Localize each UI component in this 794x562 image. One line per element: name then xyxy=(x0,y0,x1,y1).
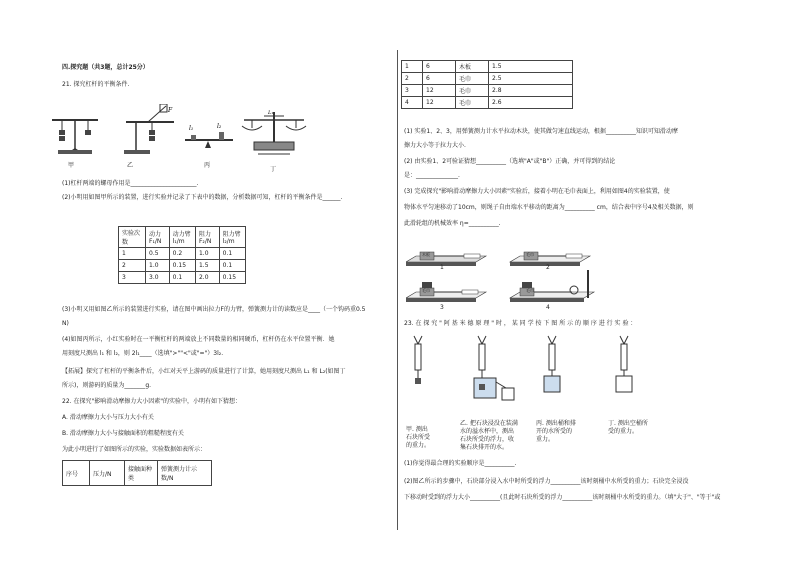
section-heading: 四.探究题（共3题，总计25分） xyxy=(62,64,149,71)
q22-hypothesis-a: A. 滑动摩擦力大小与压力大小有关 xyxy=(62,414,154,421)
friction-experiment-figures xyxy=(406,240,606,306)
table-cell: 2.8 xyxy=(489,85,573,97)
q22-part1a: (1) 实验1、2、3，用弹簧测力计水平拉动木块，使其做匀速直线运动，根据__________知识可知滑动摩 xyxy=(404,128,678,135)
friction-fig-num-3: 3 xyxy=(440,304,444,311)
table-cell: 12 xyxy=(423,85,456,97)
table-cell: 1.5 xyxy=(195,260,219,272)
q22-table-rows xyxy=(401,60,573,109)
table-cell: 1.0 xyxy=(195,248,219,260)
table-cell: 毛巾 xyxy=(456,97,489,109)
q23-part2b: 下移动时受到的浮力大小__________(且此时石块所受的浮力__________该时刻桶中水所受的重力。（填"大于"、"等于"或 xyxy=(404,494,721,501)
q21-ext-a: 【拓展】探究了杠杆的平衡条件后，小红对天平上游码的质量进行了计算，她用刻度尺测出 L₁ 和 L₂(如图丁 xyxy=(62,368,346,375)
fig-label-yi: 乙 xyxy=(127,162,134,169)
table-row xyxy=(402,61,573,73)
caption-line: 丁. 测出空桶所 xyxy=(608,420,648,427)
balance-figure-ding xyxy=(238,106,310,156)
table-cell: 0.15 xyxy=(219,272,245,284)
friction-fig-num-1: 1 xyxy=(440,264,444,271)
caption-ding xyxy=(608,420,648,436)
surface-label-3: 毛巾 xyxy=(422,288,430,293)
q22-part3a: (3) 完成探究"影响滑动摩擦力大小因素"实验后，接着小明在毛巾表面上，利用如图4的实验装置，使 xyxy=(404,188,670,195)
table-cell: 0.1 xyxy=(219,260,245,272)
surface-label-1: 木板 xyxy=(422,252,430,257)
q23-title: 23. 在 探 究 " 阿 基 米 德 原 理 " 时 ， 某 同 学 按 下 图 所 示 的 顺 序 进 行 实 验 ： xyxy=(404,320,637,327)
q22-part2b: 是：______________. xyxy=(404,172,460,179)
q22-intro: 为此小明进行了如图所示的实验，实验数据如表所示： xyxy=(62,446,207,453)
table-cell: 2 xyxy=(119,260,146,272)
lever-figure-yi xyxy=(122,104,182,158)
q21-line1: (1)杠杆两端的螺母作用是______________________. xyxy=(62,180,199,187)
table-cell: 1.0 xyxy=(146,260,170,272)
archimedes-experiment-figures xyxy=(406,334,656,420)
caption-line: 石块所受的浮力，收 xyxy=(460,436,515,443)
table-cell: 0.1 xyxy=(219,248,245,260)
q22-part3b: 物体水平匀速移动了10cm，则绳子自由端水平移动的距离为__________ cm，结合表中序号4及相关数据，则 xyxy=(404,204,694,211)
caption-line: 集石块排开的水。 xyxy=(460,444,509,451)
table-header: 阻力臂l₂/m xyxy=(219,227,245,248)
caption-line: 受的重力。 xyxy=(608,428,639,435)
friction-fig-num-4: 4 xyxy=(546,304,550,311)
svg-text:l₁: l₁ xyxy=(189,125,194,132)
q21-line4b: 用刻度尺测出 l₁ 和 l₂，则 2l₁____（选填">""<"或"="）3l₂. xyxy=(62,350,224,357)
table-cell: 1 xyxy=(119,248,146,260)
friction-fig-num-2: 2 xyxy=(546,264,550,271)
q22-part1b: 擦力大小等于拉力大小. xyxy=(404,142,466,149)
table-cell: 6 xyxy=(423,73,456,85)
q22-title: 22. 在探究"影响滑动摩擦力大小因素"的实验中，小明有如下猜想： xyxy=(62,398,241,405)
table-cell: 0.1 xyxy=(169,272,195,284)
table-cell: 毛巾 xyxy=(456,85,489,97)
q21-ext-b: 所示)，则游码的质量为_______g. xyxy=(62,382,152,389)
caption-yi xyxy=(460,420,518,452)
table-cell: 2 xyxy=(402,73,423,85)
table-header: 接触面种类 xyxy=(125,461,158,486)
caption-line: 甲. 测出 xyxy=(406,426,428,433)
table-cell: 3 xyxy=(119,272,146,284)
table-row xyxy=(119,272,246,284)
table-cell: 2.6 xyxy=(489,97,573,109)
table-cell: 0.15 xyxy=(169,260,195,272)
caption-line: 乙. 把石块浸没在装满 xyxy=(460,420,518,427)
svg-text:F: F xyxy=(168,107,173,114)
table-header: 动力臂l₁/m xyxy=(169,227,195,248)
table-header: 动力F₁/N xyxy=(146,227,170,248)
table-row xyxy=(119,248,246,260)
q22-part3c: 此滑轮组的机械效率 η=__________. xyxy=(404,220,501,227)
table-cell: 12 xyxy=(423,97,456,109)
table-header: 阻力F₂/N xyxy=(195,227,219,248)
table-row xyxy=(402,73,573,85)
q22-part2: (2) 由实验1、2可验证猜想__________（选填"A"或"B"）正确，并可得到的结论 xyxy=(404,158,616,165)
fig-label-jia: 甲 xyxy=(68,162,75,169)
caption-jia xyxy=(406,426,430,450)
caption-line: 水的溢水杯中，测出 xyxy=(460,428,515,435)
table-header: 弹簧测力计示数/N xyxy=(158,461,212,486)
table-header: 序号 xyxy=(63,461,90,486)
table-cell: 0.2 xyxy=(169,248,195,260)
svg-text:L₁: L₁ xyxy=(268,110,274,116)
q23-part1: (1)你觉得最合理的实验顺序是__________. xyxy=(404,460,517,467)
table-cell: 0.5 xyxy=(146,248,170,260)
table-cell: 毛巾 xyxy=(456,73,489,85)
table-cell: 木板 xyxy=(456,61,489,73)
caption-line: 丙. 测出桶和排 xyxy=(536,420,576,427)
q21-title: 21. 探究杠杆的平衡条件. xyxy=(62,81,130,88)
table-cell: 3.0 xyxy=(146,272,170,284)
fig-label-bing: 丙 xyxy=(204,162,211,169)
table-row xyxy=(402,85,573,97)
q22-table-header xyxy=(62,460,212,486)
table-cell: 2.5 xyxy=(489,73,573,85)
column-divider xyxy=(397,50,398,530)
lever-figure-jia xyxy=(48,108,102,158)
q23-part2a: (2)图乙所示的步骤中，石块部分浸入水中时所受的浮力__________该时刻桶中水所受的重力；石块完全浸没 xyxy=(404,478,689,485)
lever-figure-bing xyxy=(183,120,235,150)
table-cell: 1 xyxy=(402,61,423,73)
table-cell: 2.0 xyxy=(195,272,219,284)
table-header: 实验次数 xyxy=(119,227,146,248)
caption-line: 重力。 xyxy=(536,436,555,443)
table-cell: 4 xyxy=(402,97,423,109)
q21-line2: (2)小明用如图甲所示的装置，进行实验并记录了下表中的数据，分析数据可知，杠杆的平衡条件是______. xyxy=(62,194,343,201)
q21-data-table xyxy=(118,226,246,284)
table-row xyxy=(402,97,573,109)
table-row xyxy=(119,260,246,272)
table-cell: 1.5 xyxy=(489,61,573,73)
surface-label-2: 毛巾 xyxy=(526,252,534,257)
q22-hypothesis-b: B. 滑动摩擦力大小与接触面积的粗糙程度有关 xyxy=(62,430,184,437)
table-cell: 3 xyxy=(402,85,423,97)
caption-line: 的重力。 xyxy=(406,442,431,449)
caption-bing xyxy=(536,420,576,444)
q21-line4a: (4)如图丙所示，小红实验时在一平衡杠杆的两端放上不同数量的相同硬币，杠杆仍在水平位置平衡．她 xyxy=(62,336,335,343)
q21-line3a: (3)小明又用如图乙所示的装置进行实验，请在图中画出拉力F的力臂，弹簧测力计的读数应是____（一个钩码重0.5 xyxy=(62,306,366,313)
caption-line: 石块所受 xyxy=(406,434,431,441)
table-header: 压力/N xyxy=(90,461,125,486)
fig-label-ding: 丁 xyxy=(270,166,277,173)
caption-line: 开的水所受的 xyxy=(536,428,573,435)
table-cell: 6 xyxy=(423,61,456,73)
q21-line3b: N) xyxy=(62,320,69,327)
svg-text:l₂: l₂ xyxy=(217,123,222,130)
surface-label-4: 毛巾 xyxy=(526,288,534,293)
